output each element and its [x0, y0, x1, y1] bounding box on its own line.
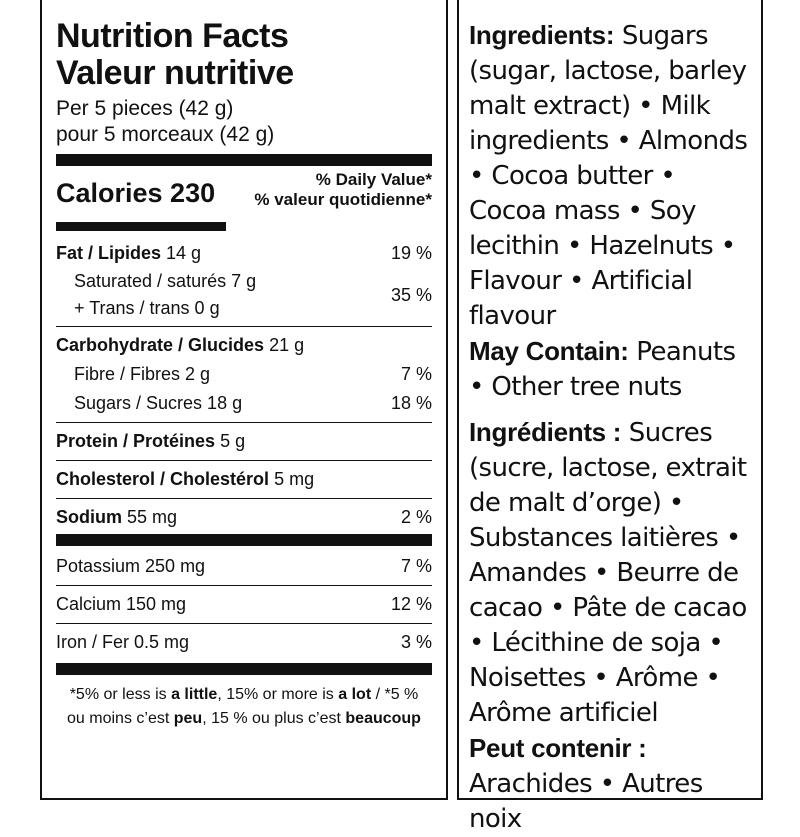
fat-row [56, 239, 432, 268]
protein-amount: 5 g [220, 431, 246, 451]
foot-2a: ou moins c’est [67, 710, 174, 727]
ingredients-en [469, 18, 755, 334]
sodium-label: Sodium [56, 507, 122, 527]
sugars-pct: 18 % [390, 393, 432, 413]
potassium-section [56, 546, 432, 585]
foot-1a: *5% or less is [69, 686, 172, 703]
thick-divider [56, 154, 432, 166]
cholesterol-amount: 5 mg [274, 469, 315, 489]
peut-contenir [469, 731, 755, 837]
title-fr: Valeur nutritive [56, 54, 294, 92]
ingredients-fr-text: Sucres (sucre, lactose, extrait de malt d’orge) • Substances laitières • Amandes • Beurre de cacao • Pâte de cacao • Lécithine de soja • Noisettes • Arôme • Arôme artificiel [469, 418, 747, 728]
foot-1b: a little [171, 686, 218, 703]
footnote-line-2 [56, 707, 432, 731]
trans-label: + Trans / trans 0 g [74, 298, 220, 318]
footnote-line-1 [56, 683, 432, 707]
thick-divider-3 [56, 663, 432, 675]
calcium-label: Calcium 150 mg [56, 594, 187, 614]
peut-contenir-text: Arachides • Autres noix [469, 769, 703, 834]
foot-1c: , 15% or more is [217, 686, 339, 703]
may-contain [469, 334, 755, 405]
sodium-amount: 55 mg [127, 507, 178, 527]
carb-amount: 21 g [269, 335, 305, 355]
calcium-row [56, 590, 432, 619]
potassium-label: Potassium 250 mg [56, 556, 206, 576]
dv-en: % Daily Value [315, 170, 426, 189]
foot-2d: beaucoup [345, 710, 421, 727]
footnote [56, 683, 432, 731]
ingredients-panel [457, 0, 763, 834]
cholesterol-section [56, 460, 432, 498]
sugars-row [56, 389, 432, 418]
fat-amount: 14 g [166, 243, 202, 263]
sat-trans-pct: 35 % [390, 284, 432, 305]
saturated-label: Saturated / saturés 7 g [74, 271, 257, 291]
calories-bar [56, 222, 226, 231]
sodium-section [56, 498, 432, 534]
thick-divider-2 [56, 534, 432, 546]
iron-row [56, 628, 432, 657]
foot-1e: / *5 % [371, 686, 419, 703]
protein-label: Protein / Protéines [56, 431, 216, 451]
calories-label: Calories 230 [56, 178, 216, 208]
nutrition-facts-panel [40, 0, 448, 800]
calories-row [56, 170, 432, 222]
fibre-pct: 7 % [400, 364, 432, 384]
cholesterol-row [56, 465, 432, 494]
calcium-pct: 12 % [390, 594, 432, 614]
foot-1d: a lot [338, 686, 372, 703]
fibre-label: Fibre / Fibres 2 g [74, 364, 211, 384]
may-contain-text: Peanuts • Other tree nuts [469, 337, 736, 402]
sodium-row [56, 503, 432, 532]
carb-label: Carbohydrate / Glucides [56, 335, 265, 355]
sat-trans-row [56, 268, 432, 322]
fat-pct: 19 % [390, 243, 432, 263]
fat-section [56, 231, 432, 326]
ingredients-en-heading: Ingredients: [469, 20, 615, 50]
may-contain-heading: May Contain: [469, 336, 629, 366]
carb-section [56, 326, 432, 422]
ingredients-fr [469, 415, 755, 731]
fat-label: Fat / Lipides [56, 243, 162, 263]
title-en: Nutrition Facts [56, 17, 289, 55]
ingredients-en-text: Sugars (sugar, lactose, barley malt extract) • Milk ingredients • Almonds • Cocoa butter • Cocoa mass • Soy lecithin • Hazelnuts • Flavour • Artificial flavour [469, 21, 748, 331]
serving-en: Per 5 pieces (42 g) [56, 97, 234, 120]
carb-row [56, 331, 432, 360]
iron-label: Iron / Fer 0.5 mg [56, 632, 190, 652]
iron-section [56, 623, 432, 661]
ingredients-fr-heading: Ingrédients : [469, 417, 622, 447]
iron-pct: 3 % [400, 632, 432, 652]
foot-2b: peu [173, 710, 203, 727]
sodium-pct: 2 % [400, 507, 432, 527]
protein-section [56, 422, 432, 460]
peut-contenir-heading: Peut contenir : [469, 733, 647, 763]
calcium-section [56, 585, 432, 623]
protein-row [56, 427, 432, 456]
cholesterol-label: Cholesterol / Cholestérol [56, 469, 270, 489]
sugars-label: Sugars / Sucres 18 g [74, 393, 243, 413]
daily-value-header: % Daily Value* % valeur quotidienne* [254, 170, 432, 209]
fibre-row [56, 360, 432, 389]
potassium-row [56, 552, 432, 581]
serving-fr: pour 5 morceaux (42 g) [56, 123, 275, 146]
foot-2c: , 15 % ou plus c’est [202, 710, 346, 727]
potassium-pct: 7 % [400, 556, 432, 576]
dv-fr: % valeur quotidienne [254, 190, 426, 209]
